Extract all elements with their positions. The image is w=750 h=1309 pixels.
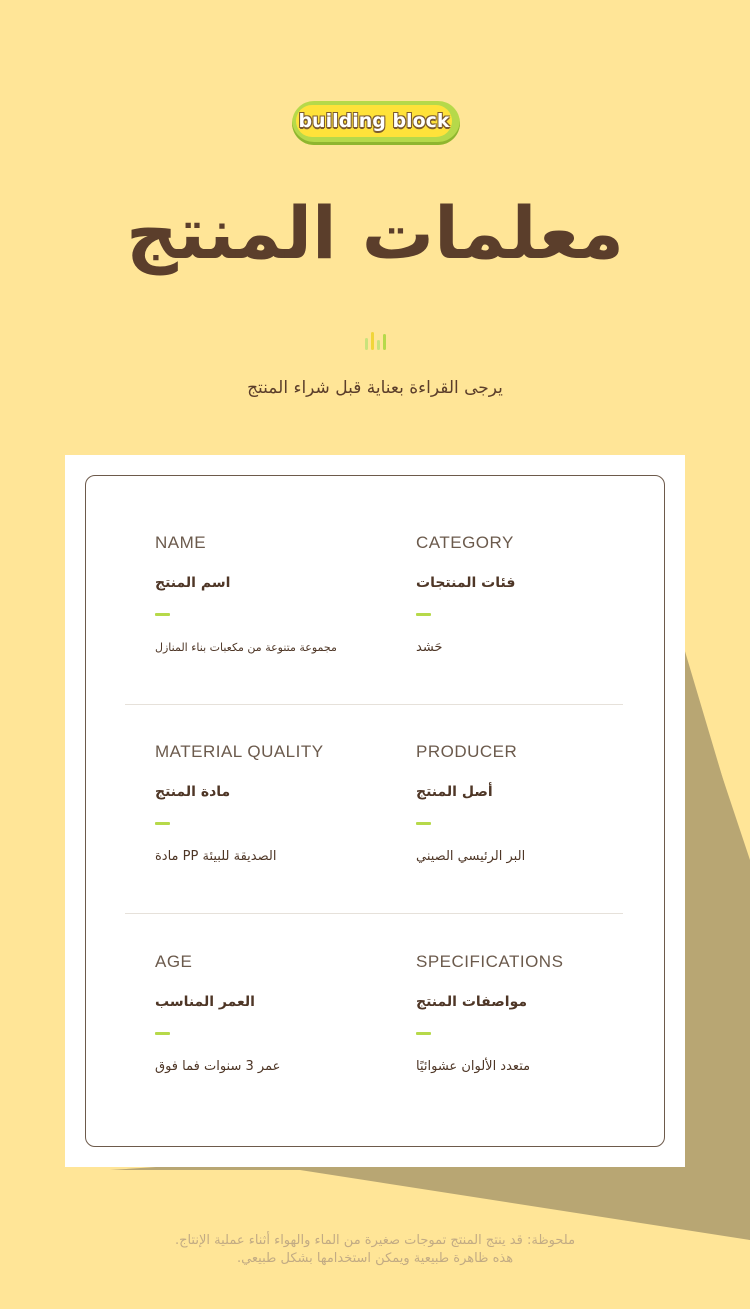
param-value: عمر 3 سنوات فما فوق [155,1059,281,1074]
footer-note [100,1232,650,1268]
param-label-ar: مواصفات المنتج [416,994,528,1010]
param-value: البر الرئيسي الصيني [416,849,526,864]
param-label-en: MATERIAL QUALITY [155,742,324,761]
param-value: حَشد [416,640,443,655]
param-label-ar: أصل المنتج [416,784,493,800]
param-category [416,531,646,658]
param-label-ar: فئات المنتجات [416,575,516,591]
accent-dash [155,822,170,825]
accent-dash [416,822,431,825]
param-value: مادة PP الصديقة للبيئة [155,849,277,864]
param-label-en: PRODUCER [416,742,518,761]
subtitle: يرجى القراءة بعناية قبل شراء المنتج [247,378,503,398]
param-label-en: SPECIFICATIONS [416,952,564,971]
param-label-ar: اسم المنتج [155,575,231,591]
row-divider [125,704,623,705]
param-value: مجموعة متنوعة من مكعبات بناء المنازل [155,641,337,654]
footer-note-line2: هذه ظاهرة طبيعية ويمكن استخدامها بشكل طبيعي. [236,1251,514,1266]
page-title: معلمات المنتج [126,191,624,275]
badge-label: building block [296,105,452,137]
param-material [155,740,385,867]
param-name [155,531,385,658]
accent-dash [416,1032,431,1035]
equalizer-icon [363,330,389,350]
param-label-ar: العمر المناسب [155,994,255,1010]
param-label-en: AGE [155,952,193,971]
param-value: متعدد الألوان عشوائيًا [416,1059,531,1074]
param-producer [416,740,646,867]
accent-dash [416,613,431,616]
building-block-badge [292,101,460,145]
param-specifications [416,950,646,1077]
param-label-en: CATEGORY [416,533,514,552]
row-divider [125,913,623,914]
param-label-en: NAME [155,533,207,552]
param-age [155,950,385,1077]
param-label-ar: مادة المنتج [155,784,231,800]
footer-note-line1: ملحوظة: قد ينتج المنتج تموجات صغيرة من الماء والهواء أثناء عملية الإنتاج. [174,1233,576,1248]
parameter-card [65,455,685,1167]
accent-dash [155,1032,170,1035]
accent-dash [155,613,170,616]
